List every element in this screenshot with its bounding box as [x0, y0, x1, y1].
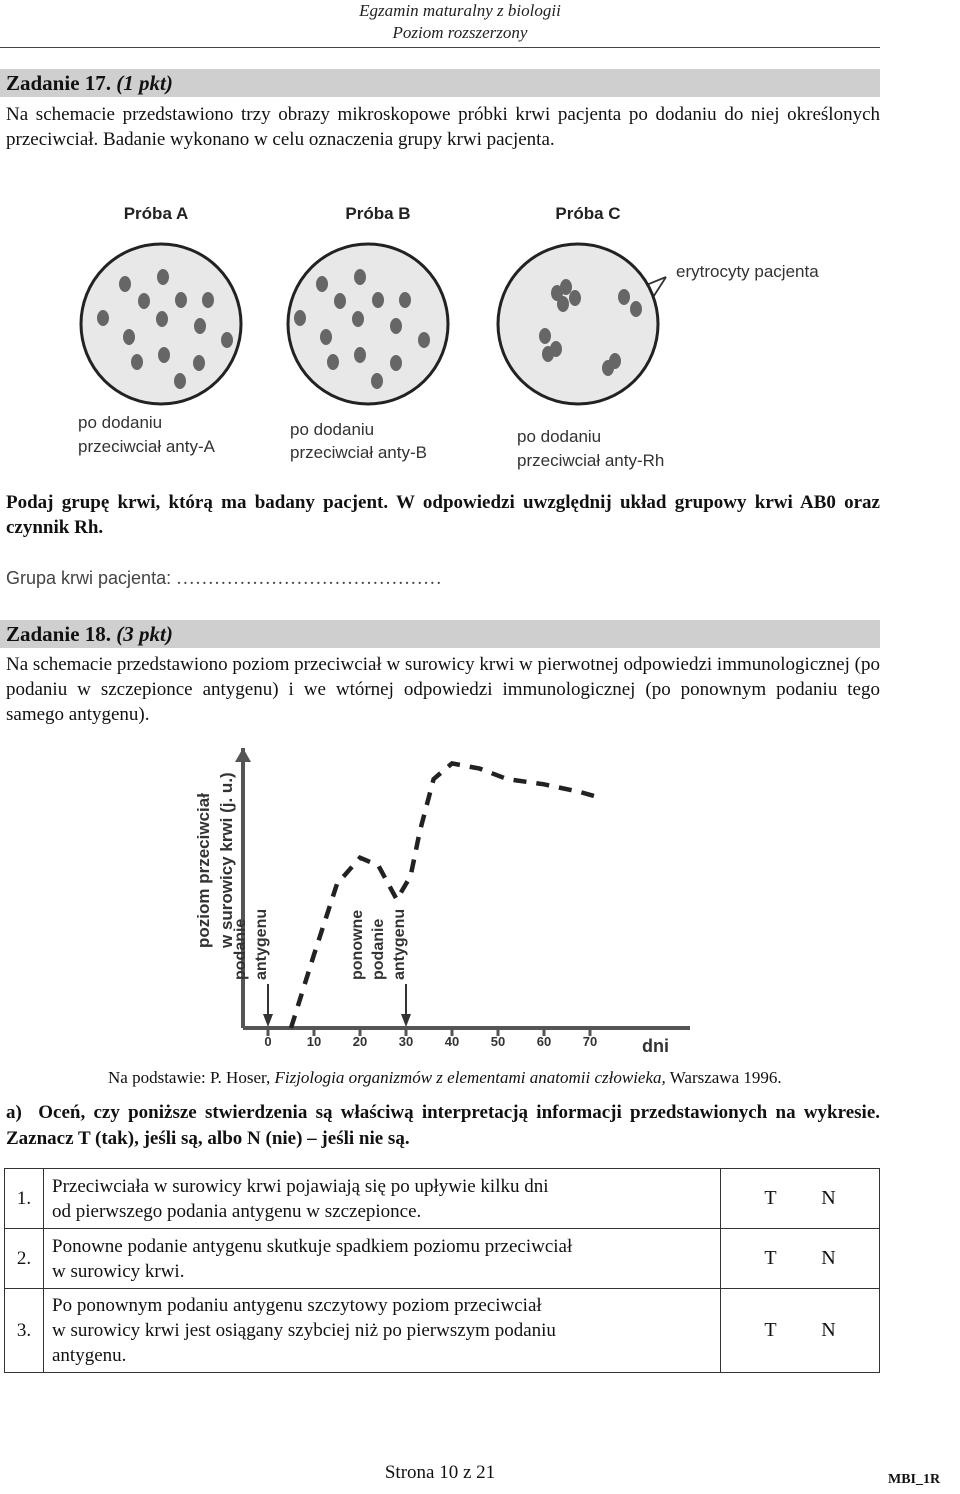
statement-line: od pierwszego podania antygenu w szczepionce.: [52, 1200, 422, 1222]
task18-intro: Na schemacie przedstawiono poziom przeciwciał w surowicy krwi w pierwotnej odpowiedzi immunologicznej (po podaniu w szczepionce antygenu) i we wtórnej odpowiedzi immunologicznej (po ponownym podaniu tego samego antygenu).: [6, 654, 880, 725]
answer-blank[interactable]: ……………………………………: [175, 568, 442, 589]
statement-line: antygenu.: [52, 1345, 127, 1366]
task17-title-bar: [0, 69, 880, 97]
annotation-arrow-head: [401, 1014, 411, 1027]
sample-b-title: Próba B: [345, 204, 411, 223]
sample-a-caption: przeciwciał anty-A: [78, 437, 215, 456]
antibody-level-series: [291, 763, 599, 1028]
task17-intro: Na schemacie przedstawiono trzy obrazy mikroskopowe próbki krwi pacjenta po dodaniu do niej określonych przeciwciał. Badanie wykonano w celu oznaczenia grupy krwi pacjenta.: [6, 104, 880, 150]
exam-code: MBI_1R: [888, 1472, 941, 1487]
annotation-label: podanie: [370, 918, 387, 980]
sample-c-caption: przeciwciał anty-Rh: [517, 451, 665, 470]
task17-points: (1 pkt): [116, 71, 173, 95]
task18-number: Zadanie 18.: [6, 622, 112, 646]
x-tick-label: 0: [264, 1034, 272, 1049]
sample-b-caption: przeciwciał anty-B: [290, 443, 427, 462]
x-tick-label: 20: [352, 1034, 368, 1049]
x-tick-label: 10: [306, 1034, 322, 1049]
x-tick-label: 40: [444, 1034, 460, 1049]
source-note: [108, 1068, 782, 1088]
sample-c-caption: po dodaniu: [517, 427, 602, 446]
statement-text: [44, 1289, 721, 1373]
page-number: Strona 10 z 21: [384, 1462, 496, 1483]
tn-options[interactable]: T N: [721, 1169, 880, 1229]
task18-title-bar: [0, 620, 880, 648]
source-prefix: Na podstawie: P. Hoser,: [108, 1068, 275, 1087]
statement-line: Po ponownym podaniu antygenu szczytowy poziom przeciwciał: [52, 1295, 542, 1316]
statement-line: w surowicy krwi.: [52, 1260, 185, 1282]
x-axis-label: dni: [642, 1036, 669, 1056]
header-exam: Egzamin maturalny z biologii: [359, 1, 561, 20]
sample-c-title: Próba C: [555, 204, 621, 223]
part-a-text: Oceń, czy poniższe stwierdzenia są właściwą interpretacją informacji przedstawionych na wykresie. Zaznacz T (tak), jeśli są, albo N (nie) – jeśli nie są.: [6, 1102, 881, 1149]
statement-line: Przeciwciała w surowicy krwi pojawiają się po upływie kilku dni: [52, 1175, 549, 1197]
x-tick-label: 60: [536, 1034, 552, 1049]
tn-options[interactable]: T N: [721, 1229, 880, 1289]
statement-line: w surowicy krwi jest osiągany szybciej niż po pierwszym podaniu: [52, 1320, 556, 1341]
part-a-label: a): [6, 1102, 22, 1123]
statement-number: 1.: [5, 1169, 44, 1229]
annotation-arrow-head: [263, 1014, 273, 1027]
source-title: Fizjologia organizmów z elementami anatomii człowieka,: [274, 1068, 666, 1087]
sample-b-caption: po dodaniu: [290, 420, 375, 439]
statement-text: [44, 1229, 721, 1289]
erythrocytes-label: erytrocyty pacjenta: [676, 262, 819, 281]
annotation-label: antygenu: [391, 908, 408, 980]
x-tick-label: 30: [398, 1034, 414, 1049]
statement-text: [44, 1169, 721, 1229]
header-rule: [0, 47, 880, 48]
statement-number: 3.: [5, 1289, 44, 1373]
page-header: [250, 0, 670, 44]
table-row: [5, 1229, 880, 1289]
x-tick-label: 70: [582, 1034, 598, 1049]
tn-options[interactable]: T N: [721, 1289, 880, 1373]
task18-points: (3 pkt): [116, 622, 173, 646]
annotation-label: podanie: [232, 918, 249, 980]
y-axis-label-line1: poziom przeciwciał: [194, 793, 213, 948]
antibody-level-chart: [0, 748, 960, 1058]
task17-answer-line: [6, 566, 880, 591]
source-suffix: Warszawa 1996.: [665, 1068, 782, 1087]
y-axis-label-line2: w surowicy krwi (j. u.): [217, 772, 236, 948]
task17-question: Podaj grupę krwi, którą ma badany pacjent. W odpowiedzi uwzględnij układ grupowy krwi AB0 oraz czynnik Rh.: [6, 492, 880, 538]
header-level: Poziom rozszerzony: [392, 23, 528, 42]
y-axis-arrow: [235, 748, 251, 762]
sample-a-caption: po dodaniu: [78, 413, 163, 432]
sample-c-circle: [498, 244, 658, 404]
sample-b-circle: [288, 244, 448, 404]
table-row: [5, 1169, 880, 1229]
statement-number: 2.: [5, 1229, 44, 1289]
answer-label: Grupa krwi pacjenta:: [6, 568, 172, 588]
task17-number: Zadanie 17.: [6, 71, 112, 95]
true-false-table: [4, 1168, 880, 1373]
annotation-label: ponowne: [349, 909, 366, 980]
table-row: [5, 1289, 880, 1373]
task18-part-a: [6, 1100, 880, 1152]
statement-line: Ponowne podanie antygenu skutkuje spadkiem poziomu przeciwciał: [52, 1235, 573, 1257]
sample-a-title: Próba A: [123, 204, 189, 223]
annotation-label: antygenu: [253, 908, 270, 980]
x-tick-label: 50: [490, 1034, 506, 1049]
